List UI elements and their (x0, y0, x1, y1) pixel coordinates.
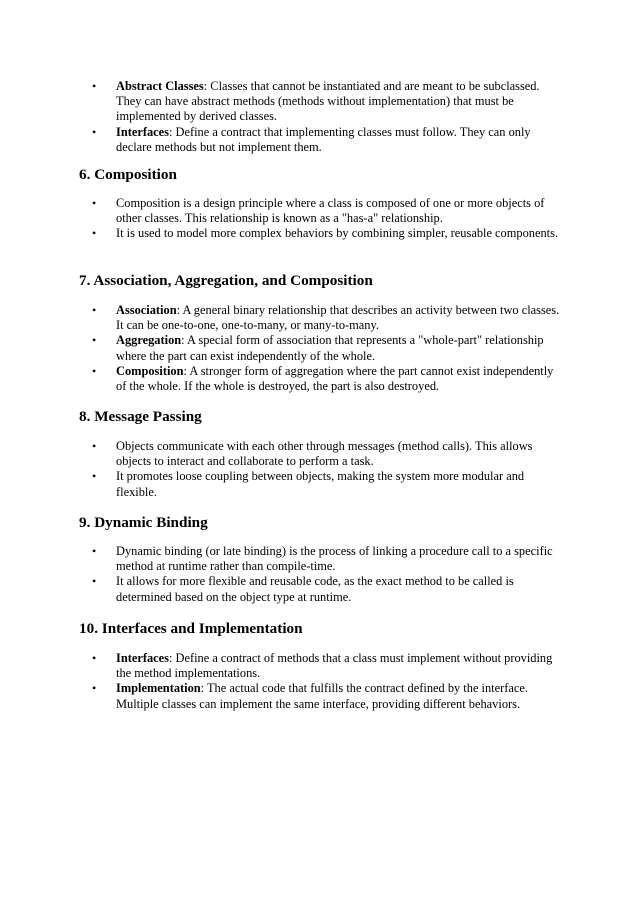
item-text: It promotes loose coupling between objects, making the system more modular and flexible. (116, 469, 525, 499)
item-text: : The actual code that fulfills the contract defined by the interface. Multiple classes can implement the same interface, providing different behaviors. (116, 681, 528, 711)
bullet-icon: • (92, 226, 97, 241)
bullet-icon: • (92, 303, 97, 317)
bullet-icon: • (92, 469, 97, 484)
list-item (0, 469, 638, 499)
list-item-association (0, 303, 638, 333)
bullet-icon: • (92, 681, 97, 696)
list-item-interfaces (0, 651, 638, 681)
list-item-abstract-classes (0, 79, 638, 125)
item-text: Dynamic binding (or late binding) is the process of linking a procedure call to a specific method at runtime rather than compile-time. (116, 544, 553, 574)
bullet-icon: • (92, 79, 97, 93)
term-label: Association (116, 303, 177, 317)
section-heading-message-passing: 8. Message Passing (79, 408, 202, 425)
bullet-icon: • (92, 544, 97, 558)
bullet-icon: • (92, 124, 97, 139)
section-heading-composition: 6. Composition (79, 166, 177, 183)
bullet-list-composition (0, 196, 638, 242)
term-label: Implementation (116, 681, 201, 696)
item-text: : Define a contract of methods that a class must implement without providing the method implementations. (116, 651, 553, 681)
term-label: Interfaces (116, 651, 169, 665)
section-heading-interfaces-implementation: 10. Interfaces and Implementation (79, 620, 303, 637)
item-text: It allows for more flexible and reusable code, as the exact method to be called is determined based on the object type at runtime. (116, 574, 514, 604)
term-label: Aggregation (116, 333, 182, 348)
bullet-icon: • (92, 439, 97, 453)
list-item (0, 574, 638, 604)
bullet-icon: • (92, 651, 97, 665)
bullet-list-interfaces-implementation (0, 651, 638, 712)
list-item (0, 439, 638, 469)
item-text: It is used to model more complex behaviors by combining simpler, reusable components. (116, 226, 559, 241)
list-item (0, 544, 638, 574)
bullet-icon: • (92, 333, 97, 348)
bullet-icon: • (92, 574, 97, 589)
bullet-icon: • (92, 363, 97, 378)
list-item (0, 226, 638, 241)
list-item-composition (0, 364, 638, 394)
bullet-list-association (0, 303, 638, 394)
bullet-icon: • (92, 196, 97, 210)
item-text: Objects communicate with each other through messages (method calls). This allows objects to interact and collaborate to perform a task. (116, 439, 533, 469)
section-heading-dynamic-binding: 9. Dynamic Binding (79, 514, 208, 531)
list-item-interfaces (0, 125, 638, 155)
list-item-implementation (0, 681, 638, 711)
item-text: : A special form of association that represents a "whole-part" relationship where the part can exist independently of the whole. (116, 333, 544, 363)
list-item (0, 196, 638, 226)
term-label: Abstract Classes (116, 79, 204, 93)
item-text: : Define a contract that implementing classes must follow. They can only declare methods but not implement them. (116, 124, 531, 154)
section-heading-association: 7. Association, Aggregation, and Composition (79, 272, 373, 289)
item-text: : A stronger form of aggregation where the part cannot exist independently of the whole. If the whole is destroyed, the part is also destroyed. (116, 363, 554, 394)
list-item-aggregation (0, 333, 638, 363)
item-text: : Classes that cannot be instantiated and are meant to be subclassed. They can have abstract methods (methods without implementation) that must be implemented by derived classes. (116, 79, 540, 124)
bullet-list-message-passing (0, 439, 638, 500)
term-label: Interfaces (116, 124, 169, 139)
bullet-list-dynamic-binding (0, 544, 638, 605)
term-label: Composition (116, 363, 184, 378)
item-text: Composition is a design principle where a class is composed of one or more objects of other classes. This relationship is known as a "has-a" relationship. (116, 196, 545, 226)
item-text: : A general binary relationship that describes an activity between two classes. It can be one-to-one, one-to-many, or many-to-many. (116, 303, 560, 333)
bullet-list-oop-types (0, 79, 638, 155)
